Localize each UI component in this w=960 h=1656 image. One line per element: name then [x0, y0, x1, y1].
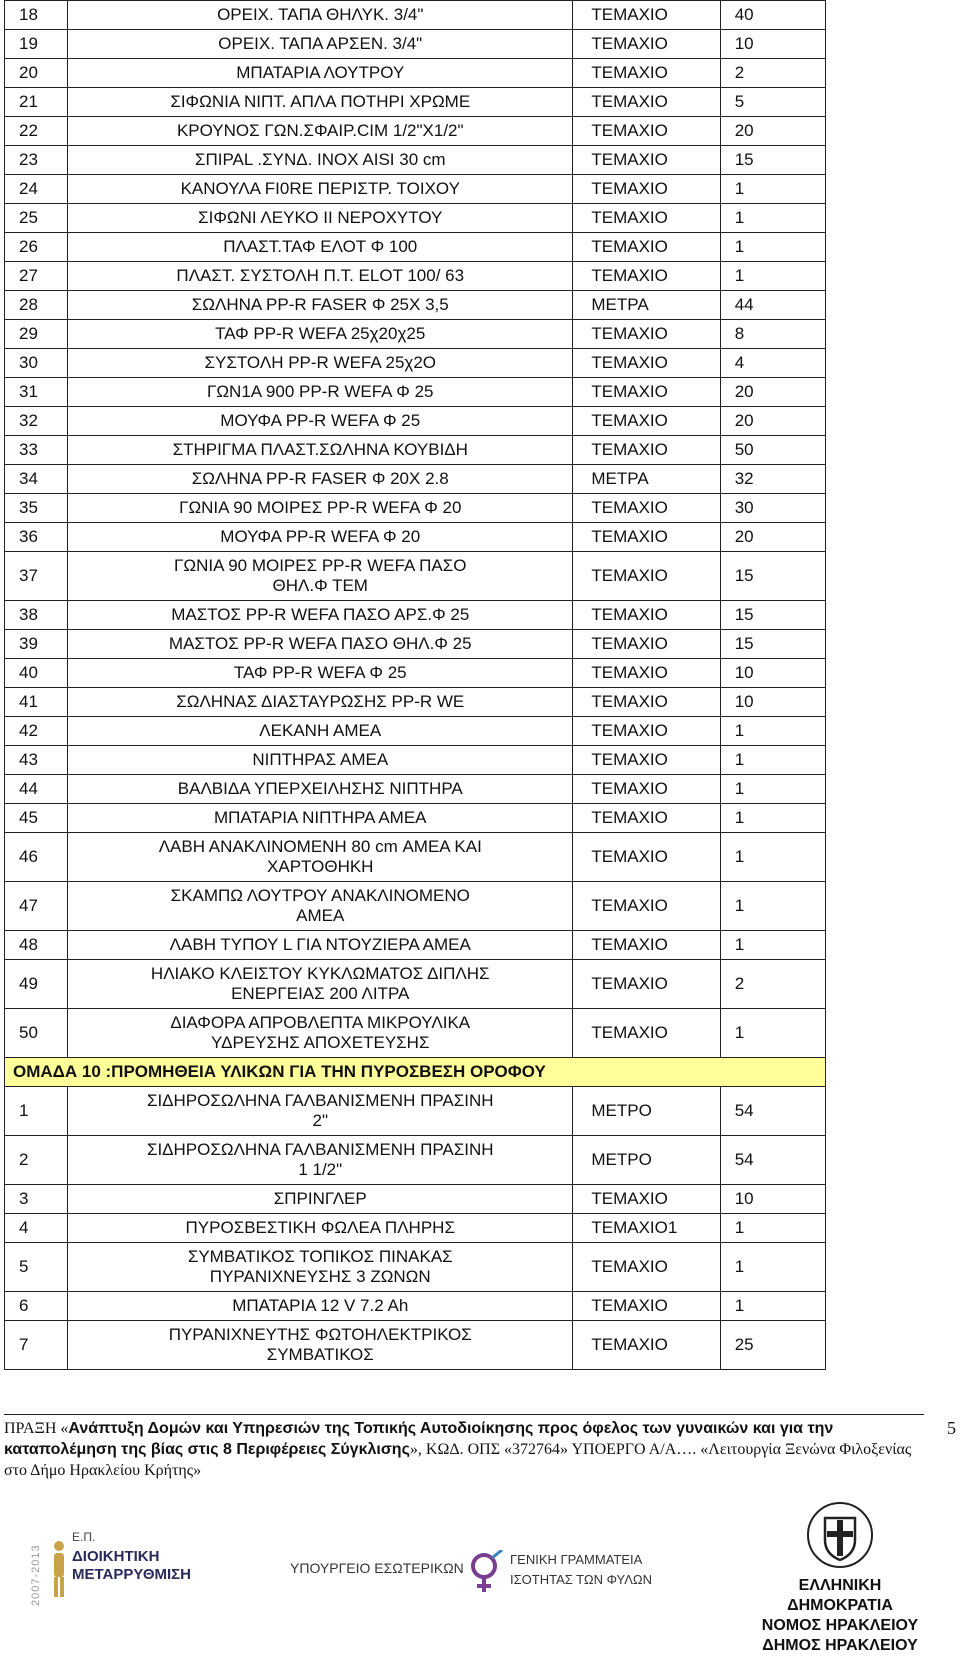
item-number-cell: 18	[5, 1, 68, 30]
item-description-cell	[68, 436, 573, 465]
gov-line-2: ΔΗΜΟΚΡΑΤΙΑ	[787, 1597, 893, 1614]
table-row	[5, 494, 826, 523]
description-line: ΣΠΙΡΑL .ΣΥΝΔ. INOX AISI 30 cm	[194, 150, 446, 169]
description-line: ΠΥΡΑΝΙΧΝΕΥΤΗΣ ΦΩΤΟΗΛΕΚΤΡΙΚΟΣ	[168, 1325, 472, 1344]
item-unit-cell: ΤΕΜΑΧΙΟ	[573, 175, 720, 204]
description-line: ΣΩΛΗΝΑΣ ΔΙΑΣΤΑΥΡΩΣΗΣ PP-R WE	[176, 692, 465, 711]
ministry-label: ΥΠΟΥΡΓΕΙΟ ΕΣΩΤΕΡΙΚΩΝ	[290, 1560, 464, 1576]
description-line: ΚΡΟΥΝΟΣ ΓΩΝ.ΣΦΑΙΡ.CIM 1/2"Χ1/2"	[176, 121, 464, 140]
item-description-cell	[68, 746, 573, 775]
item-number-cell: 34	[5, 465, 68, 494]
description-line: ΓΩΝΙΑ 90 ΜΟΙΡΕΣ PP-R WEFA Φ 20	[179, 498, 462, 517]
item-description-cell	[68, 601, 573, 630]
item-description-cell	[68, 175, 573, 204]
item-quantity-cell: 1	[720, 1292, 825, 1321]
item-number-cell: 30	[5, 349, 68, 378]
item-description-cell	[68, 88, 573, 117]
description-line: ΜΟΥΦΑ PP-R WEFA Φ 20	[220, 527, 421, 546]
item-quantity-cell: 20	[720, 523, 825, 552]
item-description-cell	[68, 1136, 573, 1185]
gender-symbol-icon	[468, 1550, 504, 1594]
table-row	[5, 1087, 826, 1136]
item-unit-cell: ΤΕΜΑΧΙΟ	[573, 117, 720, 146]
item-number-cell: 50	[5, 1009, 68, 1058]
gender-equality-secretariat-logo	[468, 1530, 658, 1610]
item-description-cell	[68, 688, 573, 717]
item-number-cell: 36	[5, 523, 68, 552]
item-unit-cell: ΤΕΜΑΧΙΟ	[573, 204, 720, 233]
ministry-of-interior-logo	[290, 1560, 490, 1590]
ep-label: Ε.Π.	[72, 1530, 96, 1544]
item-quantity-cell: 25	[720, 1321, 825, 1370]
description-line: ΠΥΡΑΝΙΧΝΕΥΣΗΣ 3 ΖΩΝΩΝ	[209, 1267, 431, 1286]
description-line: ΣΤΗΡΙΓΜΑ ΠΛΑΣΤ.ΣΩΛΗΝΑ ΚΟΥΒΙΔΗ	[172, 440, 468, 459]
item-unit-cell: ΤΕΜΑΧΙΟ	[573, 1321, 720, 1370]
table-row	[5, 659, 826, 688]
description-line: ΣΠΡΙΝΓΛΕΡ	[273, 1189, 367, 1208]
table-row	[5, 233, 826, 262]
item-quantity-cell: 10	[720, 30, 825, 59]
table-row	[5, 1243, 826, 1292]
items-table-container	[4, 0, 826, 1370]
item-quantity-cell: 1	[720, 204, 825, 233]
item-unit-cell: ΤΕΜΑΧΙΟ	[573, 552, 720, 601]
item-quantity-cell: 1	[720, 233, 825, 262]
item-number-cell: 40	[5, 659, 68, 688]
table-row	[5, 630, 826, 659]
item-quantity-cell: 15	[720, 630, 825, 659]
item-number-cell: 29	[5, 320, 68, 349]
footer-divider	[4, 1414, 924, 1415]
item-quantity-cell: 15	[720, 601, 825, 630]
item-unit-cell: ΤΕΜΑΧΙΟ1	[573, 1214, 720, 1243]
table-row	[5, 204, 826, 233]
item-quantity-cell: 40	[720, 1, 825, 30]
item-unit-cell: ΜΕΤΡΑ	[573, 291, 720, 320]
table-row	[5, 88, 826, 117]
hellenic-republic-logo	[740, 1500, 940, 1654]
item-number-cell: 24	[5, 175, 68, 204]
table-row	[5, 552, 826, 601]
table-row	[5, 688, 826, 717]
item-number-cell: 7	[5, 1321, 68, 1370]
item-unit-cell: ΤΕΜΑΧΙΟ	[573, 30, 720, 59]
item-unit-cell: ΤΕΜΑΧΙΟ	[573, 349, 720, 378]
group-header-row	[5, 1058, 826, 1087]
table-row	[5, 775, 826, 804]
item-number-cell: 22	[5, 117, 68, 146]
table-row	[5, 59, 826, 88]
item-quantity-cell: 5	[720, 88, 825, 117]
item-number-cell: 43	[5, 746, 68, 775]
item-unit-cell: ΤΕΜΑΧΙΟ	[573, 1009, 720, 1058]
description-line: ΝΙΠΤΗΡΑΣ ΑΜΕΑ	[252, 750, 389, 769]
item-number-cell: 38	[5, 601, 68, 630]
description-line: ΣΥΜΒΑΤΙΚΟΣ	[266, 1345, 374, 1364]
table-row	[5, 882, 826, 931]
footer-project-title: Ανάπτυξη Δομών και Υπηρεσιών της Τοπικής Αυτοδιοίκησης προς όφελος των γυναικών και για την καταπολέμηση της βίας στις 8 Περιφέρειες Σύγκλισης	[4, 1420, 834, 1458]
items-table-body	[5, 1, 826, 1370]
item-quantity-cell: 15	[720, 552, 825, 601]
description-line: ΟΡΕΙΧ. ΤΑΠΑ ΑΡΣΕΝ. 3/4"	[218, 34, 423, 53]
footer-suffix: », ΚΩΔ. ΟΠΣ «372764» ΥΠΟΕΡΓΟ Α/Α…. «Λειτουργία Ξενώνα Φιλοξενίας στο Δήμο Ηρακλείου Κρήτης»	[4, 1441, 912, 1479]
gg-line-2: ΙΣΟΤΗΤΑΣ ΤΩΝ ΦΥΛΩΝ	[510, 1572, 653, 1587]
description-line: ΧΑΡΤΟΘΗΚΗ	[267, 857, 374, 876]
item-number-cell: 37	[5, 552, 68, 601]
gov-line-3: ΝΟΜΟΣ ΗΡΑΚΛΕΙΟΥ	[761, 1617, 919, 1634]
item-description-cell	[68, 659, 573, 688]
item-quantity-cell: 54	[720, 1136, 825, 1185]
item-description-cell	[68, 407, 573, 436]
logo-strip	[0, 1500, 960, 1654]
table-row	[5, 931, 826, 960]
item-quantity-cell: 1	[720, 833, 825, 882]
item-quantity-cell: 1	[720, 175, 825, 204]
gg-line-1: ΓΕΝΙΚΗ ΓΡΑΜΜΑΤΕΙΑ	[510, 1552, 643, 1567]
description-line: ΤΑΦ PP-R WEFA Φ 25	[233, 663, 407, 682]
item-unit-cell: ΤΕΜΑΧΙΟ	[573, 1243, 720, 1292]
item-description-cell	[68, 1321, 573, 1370]
table-row	[5, 833, 826, 882]
item-quantity-cell: 1	[720, 775, 825, 804]
description-line: ΑΜΕΑ	[296, 906, 345, 925]
description-line: ΠΛΑΣΤ.ΤΑΦ ΕΛΟΤ Φ 100	[223, 237, 418, 256]
description-line: ΛΑΒΗ ΑΝΑΚΛΙΝΟΜΕΝΗ 80 cm ΑΜΕΑ ΚΑΙ	[158, 837, 482, 856]
table-row	[5, 117, 826, 146]
item-number-cell: 39	[5, 630, 68, 659]
description-line: ΗΛΙΑΚΟ ΚΛΕΙΣΤΟΥ ΚΥΚΛΩΜΑΤΟΣ ΔΙΠΛΗΣ	[150, 964, 490, 983]
item-unit-cell: ΜΕΤΡΟ	[573, 1136, 720, 1185]
item-unit-cell: ΤΕΜΑΧΙΟ	[573, 1, 720, 30]
item-number-cell: 48	[5, 931, 68, 960]
item-number-cell: 23	[5, 146, 68, 175]
item-number-cell: 32	[5, 407, 68, 436]
description-line: ΓΩΝ1Α 900 PP-R WEFA Φ 25	[206, 382, 434, 401]
item-number-cell: 41	[5, 688, 68, 717]
item-number-cell: 5	[5, 1243, 68, 1292]
item-unit-cell: ΤΕΜΑΧΙΟ	[573, 775, 720, 804]
item-unit-cell: ΤΕΜΑΧΙΟ	[573, 688, 720, 717]
ep-administrative-reform-logo	[30, 1520, 200, 1630]
item-description-cell	[68, 349, 573, 378]
item-number-cell: 49	[5, 960, 68, 1009]
item-description-cell	[68, 378, 573, 407]
description-line: ΜΠΑΤΑΡΙΑ ΛΟΥΤΡΟΥ	[236, 63, 405, 82]
description-line: ΣΩΛΗΝΑ PP-R FASER Φ 25Χ 3,5	[191, 295, 449, 314]
description-line: ΣΥΣΤΟΛΗ PP-R WEFA 25χ2Ο	[204, 353, 436, 372]
description-line: ΛΕΚΑΝΗ ΑΜΕΑ	[259, 721, 382, 740]
table-row	[5, 1009, 826, 1058]
item-description-cell	[68, 630, 573, 659]
item-quantity-cell: 1	[720, 746, 825, 775]
description-line: ΟΡΕΙΧ. ΤΑΠΑ ΘΗΛΥΚ. 3/4"	[217, 5, 424, 24]
item-description-cell	[68, 882, 573, 931]
description-line: ΜΑΣΤΟΣ PP-R WEFA ΠΑΣΟ ΑΡΣ.Φ 25	[171, 605, 470, 624]
description-line: ΜΠΑΤΑΡΙΑ 12 V 7.2 Ah	[232, 1296, 409, 1315]
item-number-cell: 44	[5, 775, 68, 804]
item-description-cell	[68, 1087, 573, 1136]
item-number-cell: 21	[5, 88, 68, 117]
item-unit-cell: ΤΕΜΑΧΙΟ	[573, 1292, 720, 1321]
item-quantity-cell: 20	[720, 117, 825, 146]
table-row	[5, 1, 826, 30]
description-line: ΣΙΦΩΝΙ ΛΕΥΚΟ ΙΙ ΝΕΡΟΧΥΤΟΥ	[198, 208, 443, 227]
item-quantity-cell: 1	[720, 1243, 825, 1292]
item-description-cell	[68, 59, 573, 88]
item-description-cell	[68, 931, 573, 960]
item-number-cell: 20	[5, 59, 68, 88]
item-description-cell	[68, 833, 573, 882]
item-description-cell	[68, 291, 573, 320]
item-description-cell	[68, 1243, 573, 1292]
description-line: ΣΙΦΩΝΙΑ ΝΙΠΤ. ΑΠΛΑ ΠΟΤΗΡΙ ΧΡΩΜΕ	[170, 92, 471, 111]
item-unit-cell: ΤΕΜΑΧΙΟ	[573, 320, 720, 349]
table-row	[5, 320, 826, 349]
table-row	[5, 175, 826, 204]
description-line: ΔΙΑΦΟΡΑ ΑΠΡΟΒΛΕΠΤΑ ΜΙΚΡΟΥΛΙΚΑ	[170, 1013, 471, 1032]
table-row	[5, 1321, 826, 1370]
item-quantity-cell: 1	[720, 1214, 825, 1243]
item-description-cell	[68, 1292, 573, 1321]
footer-project-text	[4, 1418, 924, 1481]
item-description-cell	[68, 775, 573, 804]
table-row	[5, 146, 826, 175]
description-line: ΠΛΑΣΤ. ΣΥΣΤΟΛΗ Π.Τ. ELOT 100/ 63	[176, 266, 465, 285]
item-quantity-cell: 8	[720, 320, 825, 349]
item-description-cell	[68, 465, 573, 494]
item-description-cell	[68, 30, 573, 59]
description-line: ΚΑΝΟΥΛΑ FI0RE ΠΕΡΙΣΤΡ. ΤΟΙΧΟΥ	[180, 179, 460, 198]
description-line: 1 1/2"	[298, 1160, 343, 1179]
item-description-cell	[68, 320, 573, 349]
item-description-cell	[68, 204, 573, 233]
item-quantity-cell: 1	[720, 717, 825, 746]
item-quantity-cell: 4	[720, 349, 825, 378]
item-unit-cell: ΤΕΜΑΧΙΟ	[573, 746, 720, 775]
item-unit-cell: ΤΕΜΑΧΙΟ	[573, 378, 720, 407]
item-number-cell: 45	[5, 804, 68, 833]
item-unit-cell: ΤΕΜΑΧΙΟ	[573, 88, 720, 117]
item-unit-cell: ΤΕΜΑΧΙΟ	[573, 960, 720, 1009]
item-number-cell: 2	[5, 1136, 68, 1185]
item-number-cell: 33	[5, 436, 68, 465]
item-unit-cell: ΤΕΜΑΧΙΟ	[573, 882, 720, 931]
ep-line-2: ΜΕΤΑΡΡΥΘΜΙΣΗ	[72, 1566, 191, 1583]
description-line: ΣΥΜΒΑΤΙΚΟΣ ΤΟΠΙΚΟΣ ΠΙΝΑΚΑΣ	[187, 1247, 453, 1266]
item-quantity-cell: 54	[720, 1087, 825, 1136]
item-quantity-cell: 1	[720, 1009, 825, 1058]
description-line: ΜΠΑΤΑΡΙΑ ΝΙΠΤΗΡΑ ΑΜΕΑ	[213, 808, 427, 827]
table-row	[5, 1185, 826, 1214]
item-unit-cell: ΤΕΜΑΧΙΟ	[573, 833, 720, 882]
item-unit-cell: ΤΕΜΑΧΙΟ	[573, 146, 720, 175]
item-quantity-cell: 44	[720, 291, 825, 320]
table-row	[5, 746, 826, 775]
item-number-cell: 6	[5, 1292, 68, 1321]
item-description-cell	[68, 1009, 573, 1058]
item-number-cell: 19	[5, 30, 68, 59]
ep-line-1: ΔΙΟΙΚΗΤΙΚΗ	[72, 1548, 160, 1565]
item-description-cell	[68, 233, 573, 262]
description-line: ΣΚΑΜΠΩ ΛΟΥΤΡΟΥ ΑΝΑΚΛΙΝΟΜΕΝΟ	[170, 886, 470, 905]
description-line: ΠΥΡΟΣΒΕΣΤΙΚΗ ΦΩΛΕΑ ΠΛΗΡΗΣ	[185, 1218, 455, 1237]
item-quantity-cell: 1	[720, 931, 825, 960]
coat-of-arms-icon	[805, 1500, 875, 1570]
table-row	[5, 465, 826, 494]
items-table	[4, 0, 826, 1370]
item-unit-cell: ΤΕΜΑΧΙΟ	[573, 931, 720, 960]
item-description-cell	[68, 523, 573, 552]
item-number-cell: 25	[5, 204, 68, 233]
description-line: ΘΗΛ.Φ ΤΕΜ	[272, 576, 368, 595]
item-number-cell: 27	[5, 262, 68, 291]
item-unit-cell: ΤΕΜΑΧΙΟ	[573, 804, 720, 833]
table-row	[5, 291, 826, 320]
item-number-cell: 35	[5, 494, 68, 523]
item-description-cell	[68, 960, 573, 1009]
item-quantity-cell: 20	[720, 378, 825, 407]
item-quantity-cell: 30	[720, 494, 825, 523]
description-line: ΒΑΛΒΙΔΑ ΥΠΕΡΧΕΙΛΗΣΗΣ ΝΙΠΤΗΡΑ	[177, 779, 463, 798]
item-unit-cell: ΤΕΜΑΧΙΟ	[573, 233, 720, 262]
table-row	[5, 1214, 826, 1243]
item-unit-cell: ΜΕΤΡΑ	[573, 465, 720, 494]
item-quantity-cell: 15	[720, 146, 825, 175]
table-row	[5, 1136, 826, 1185]
item-number-cell: 31	[5, 378, 68, 407]
description-line: ΜΟΥΦΑ PP-R WEFA Φ 25	[220, 411, 421, 430]
item-number-cell: 46	[5, 833, 68, 882]
description-line: ΣΙΔΗΡΟΣΩΛΗΝΑ ΓΑΛΒΑΝΙΣΜΕΝΗ ΠΡΑΣΙΝΗ	[146, 1140, 494, 1159]
item-quantity-cell: 2	[720, 59, 825, 88]
item-quantity-cell: 20	[720, 407, 825, 436]
item-number-cell: 3	[5, 1185, 68, 1214]
ep-years-text: 2007-2013	[30, 1544, 42, 1606]
item-unit-cell: ΤΕΜΑΧΙΟ	[573, 717, 720, 746]
item-number-cell: 42	[5, 717, 68, 746]
item-unit-cell: ΜΕΤΡΟ	[573, 1087, 720, 1136]
table-row	[5, 30, 826, 59]
description-line: ΛΑΒΗ ΤΥΠΟΥ L ΓΙΑ ΝΤΟΥΖΙΕΡΑ ΑΜΕΑ	[169, 935, 471, 954]
item-unit-cell: ΤΕΜΑΧΙΟ	[573, 601, 720, 630]
item-quantity-cell: 10	[720, 1185, 825, 1214]
table-row	[5, 523, 826, 552]
table-row	[5, 436, 826, 465]
gov-line-1: ΕΛΛΗΝΙΚΗ	[798, 1577, 882, 1594]
item-description-cell	[68, 146, 573, 175]
item-description-cell	[68, 494, 573, 523]
footer-prefix: ΠΡΑΞΗ «	[4, 1420, 69, 1437]
description-line: ΜΑΣΤΟΣ PP-R WEFA ΠΑΣΟ ΘΗΛ.Φ 25	[168, 634, 472, 653]
person-figure-icon	[50, 1540, 68, 1600]
description-line: ΕΝΕΡΓΕΙΑΣ 200 ΛΙΤΡΑ	[231, 984, 410, 1003]
item-quantity-cell: 1	[720, 262, 825, 291]
item-unit-cell: ΤΕΜΑΧΙΟ	[573, 523, 720, 552]
item-unit-cell: ΤΕΜΑΧΙΟ	[573, 1185, 720, 1214]
table-row	[5, 1292, 826, 1321]
item-number-cell: 26	[5, 233, 68, 262]
item-quantity-cell: 2	[720, 960, 825, 1009]
item-unit-cell: ΤΕΜΑΧΙΟ	[573, 494, 720, 523]
item-quantity-cell: 1	[720, 882, 825, 931]
item-number-cell: 1	[5, 1087, 68, 1136]
page-number: 5	[947, 1418, 956, 1438]
item-description-cell	[68, 717, 573, 746]
item-description-cell	[68, 1214, 573, 1243]
item-unit-cell: ΤΕΜΑΧΙΟ	[573, 436, 720, 465]
item-quantity-cell: 50	[720, 436, 825, 465]
table-row	[5, 804, 826, 833]
item-unit-cell: ΤΕΜΑΧΙΟ	[573, 659, 720, 688]
item-description-cell	[68, 552, 573, 601]
table-row	[5, 601, 826, 630]
item-unit-cell: ΤΕΜΑΧΙΟ	[573, 407, 720, 436]
table-row	[5, 717, 826, 746]
item-quantity-cell: 1	[720, 804, 825, 833]
item-description-cell	[68, 117, 573, 146]
item-quantity-cell: 32	[720, 465, 825, 494]
table-row	[5, 349, 826, 378]
item-number-cell: 47	[5, 882, 68, 931]
description-line: ΤΑΦ PP-R WEFA 25χ20χ25	[215, 324, 426, 343]
table-row	[5, 378, 826, 407]
table-row	[5, 262, 826, 291]
table-row	[5, 407, 826, 436]
table-row	[5, 960, 826, 1009]
item-description-cell	[68, 1, 573, 30]
item-quantity-cell: 10	[720, 659, 825, 688]
description-line: 2"	[312, 1111, 328, 1130]
description-line: ΣΩΛΗΝΑ PP-R FASER Φ 20Χ 2.8	[191, 469, 449, 488]
item-number-cell: 4	[5, 1214, 68, 1243]
item-unit-cell: ΤΕΜΑΧΙΟ	[573, 59, 720, 88]
description-line: ΣΙΔΗΡΟΣΩΛΗΝΑ ΓΑΛΒΑΝΙΣΜΕΝΗ ΠΡΑΣΙΝΗ	[146, 1091, 494, 1110]
description-line: ΥΔΡΕΥΣΗΣ ΑΠΟΧΕΤΕΥΣΗΣ	[211, 1033, 430, 1052]
item-description-cell	[68, 1185, 573, 1214]
item-quantity-cell: 10	[720, 688, 825, 717]
description-line: ΓΩΝΙΑ 90 ΜΟΙΡΕΣ PP-R WEFA ΠΑΣΟ	[174, 556, 467, 575]
item-unit-cell: ΤΕΜΑΧΙΟ	[573, 262, 720, 291]
gov-line-4: ΔΗΜΟΣ ΗΡΑΚΛΕΙΟΥ	[762, 1637, 918, 1654]
item-number-cell: 28	[5, 291, 68, 320]
item-unit-cell: ΤΕΜΑΧΙΟ	[573, 630, 720, 659]
group-title: ΟΜΑΔΑ 10 :ΠΡΟΜΗΘΕΙΑ ΥΛΙΚΩΝ ΓΙΑ ΤΗΝ ΠΥΡΟΣΒΕΣΗ ΟΡΟΦΟΥ	[5, 1058, 826, 1087]
item-description-cell	[68, 262, 573, 291]
item-description-cell	[68, 804, 573, 833]
